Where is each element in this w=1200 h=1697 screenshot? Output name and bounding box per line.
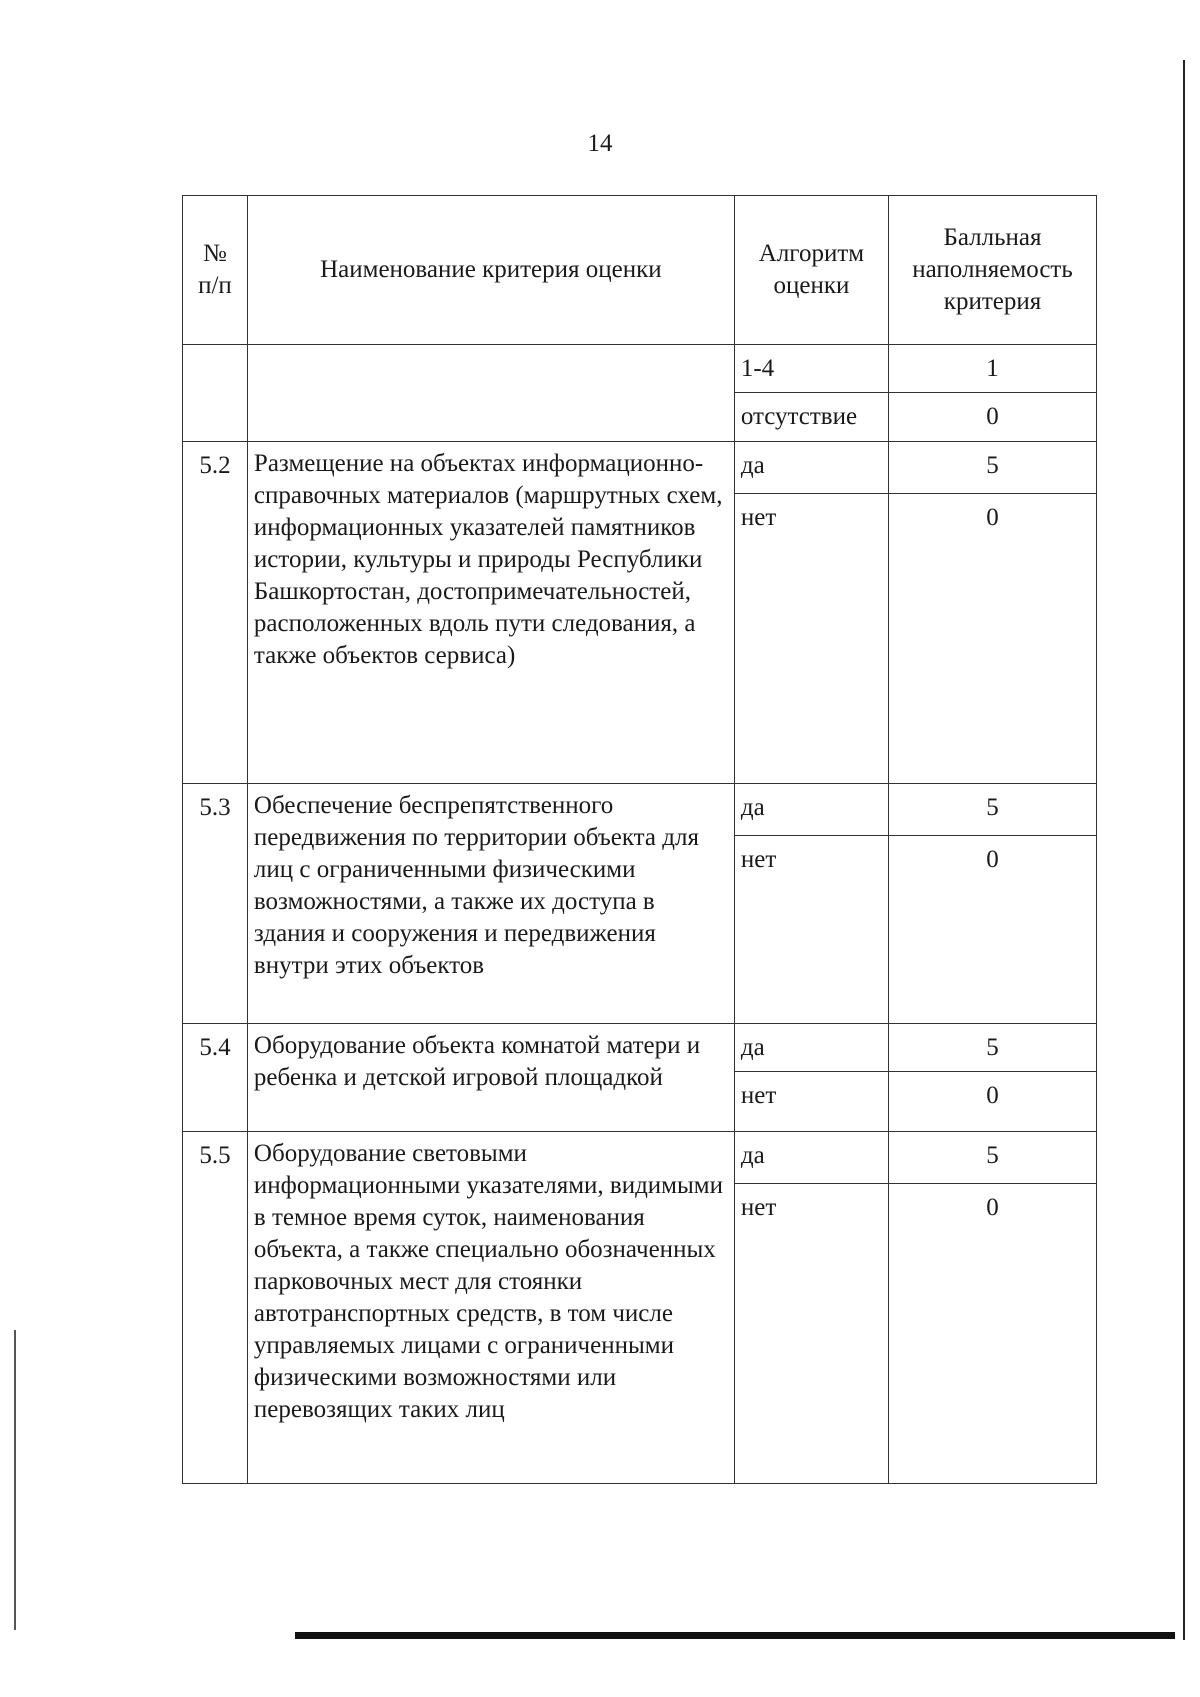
algorithm-option: нет [740,1194,777,1221]
criterion-name [247,345,734,442]
scan-edge-line-left [14,1330,16,1630]
score-option: 0 [986,504,999,531]
algorithm-cell [734,1024,888,1132]
algorithm-option: 1-4 [735,345,888,393]
table-row [183,1024,1097,1132]
score-cell [889,1024,1097,1132]
score-option: 0 [986,403,999,430]
score-option: 1 [889,345,1096,393]
row-number: 5.3 [183,784,248,1024]
score-option: 0 [986,846,999,873]
score-cell [889,784,1097,1024]
table-row [183,784,1097,1024]
row-number [183,345,248,442]
page-number: 14 [587,130,613,157]
scan-bottom-bar [295,1632,1175,1639]
algorithm-option: отсутствие [740,403,858,430]
algorithm-cell [734,784,888,1024]
score-option: 5 [889,784,1096,836]
table-row [183,1132,1097,1484]
header-name: Наименование критерия оценки [247,196,734,345]
row-number: 5.2 [183,442,248,784]
table-row [183,345,1097,442]
algorithm-cell [734,1132,888,1484]
table-header-row [183,196,1097,345]
score-option: 5 [889,1132,1096,1184]
score-option: 5 [889,442,1096,494]
criterion-name: Оборудование световыми информационными указателями, видимыми в темное время суток, наименования объекта, а также специально обозначенных парковочных мест для стоянки автотранспортных средств, в том числе управляемых лицами с ограниченными физическими возможностями или перевозящих таких лиц [247,1132,734,1484]
algorithm-cell [734,345,888,442]
header-score-line: Балльная [943,224,1042,251]
criterion-name: Обеспечение беспрепятственного передвижения по территории объекта для лиц с ограниченными физическими возможностями, а также их доступа в здания и сооружения и передвижения внутри этих объектов [247,784,734,1024]
header-algorithm [734,196,888,345]
algorithm-option: да [735,784,888,836]
header-num-line: № [203,240,227,267]
scan-edge-line [1183,60,1185,1640]
score-cell [889,1132,1097,1484]
score-option: 5 [889,1024,1096,1072]
score-cell [889,345,1097,442]
algorithm-option: нет [740,1082,777,1109]
header-score-line: критерия [943,288,1042,315]
table-row [183,442,1097,784]
criteria-table [182,195,1097,1484]
score-option: 0 [986,1194,999,1221]
algorithm-option: да [735,1132,888,1184]
header-algorithm-line: оценки [773,272,850,299]
header-algorithm-line: Алгоритм [758,240,865,267]
score-option: 0 [986,1082,999,1109]
row-number: 5.5 [183,1132,248,1484]
algorithm-option: нет [740,504,777,531]
score-cell [889,442,1097,784]
algorithm-cell [734,442,888,784]
header-score-line: наполняемость [912,256,1073,283]
header-num-line: п/п [198,272,232,299]
algorithm-option: да [735,1024,888,1072]
header-score [889,196,1097,345]
header-num [183,196,248,345]
algorithm-option: нет [740,846,777,873]
row-number: 5.4 [183,1024,248,1132]
algorithm-option: да [735,442,888,494]
criterion-name: Размещение на объектах информационно-справочных материалов (маршрутных схем, информационных указателей памятников истории, культуры и природы Республики Башкортостан, достопримечательностей, расположенных вдоль пути следования, а также объектов сервиса) [247,442,734,784]
criterion-name: Оборудование объекта комнатой матери и ребенка и детской игровой площадкой [247,1024,734,1132]
